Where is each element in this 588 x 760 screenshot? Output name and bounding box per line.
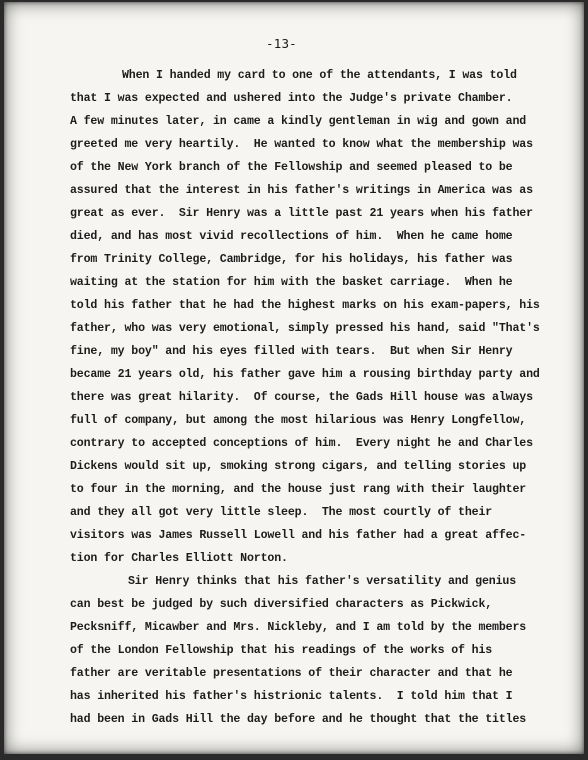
text-line: and they all got very little sleep. The most courtly of their xyxy=(70,506,493,519)
text-line: Dickens would sit up, smoking strong cigars, and telling stories up xyxy=(70,460,527,473)
text-line: there was great hilarity. Of course, the Gads Hill house was always xyxy=(70,391,533,404)
text-line: Pecksniff, Micawber and Mrs. Nickleby, and I am told by the members xyxy=(70,621,527,634)
text-line: When I handed my card to one of the attendants, I was told xyxy=(122,69,517,82)
page-number: -13- xyxy=(266,36,297,51)
text-line: A few minutes later, in came a kindly gentleman in wig and gown and xyxy=(70,115,527,128)
text-line: tion for Charles Elliott Norton. xyxy=(70,552,288,565)
text-line: of the London Fellowship that his readings of the works of his xyxy=(70,644,493,657)
text-line: assured that the interest in his father's writings in America was as xyxy=(70,184,533,197)
text-line: became 21 years old, his father gave him a rousing birthday party and xyxy=(70,368,540,381)
text-line: to four in the morning, and the house just rang with their laughter xyxy=(70,483,527,496)
text-line: fine, my boy" and his eyes filled with tears. But when Sir Henry xyxy=(70,345,513,358)
text-line: father are veritable presentations of their character and that he xyxy=(70,667,513,680)
text-line: had been in Gads Hill the day before and he thought that the titles xyxy=(70,713,527,726)
document-page xyxy=(4,2,584,754)
text-line: full of company, but among the most hilarious was Henry Longfellow, xyxy=(70,414,527,427)
text-line: that I was expected and ushered into the Judge's private Chamber. xyxy=(70,92,513,105)
text-line: contrary to accepted conceptions of him. Every night he and Charles xyxy=(70,437,533,450)
text-line: waiting at the station for him with the basket carriage. When he xyxy=(70,276,513,289)
text-line: father, who was very emotional, simply pressed his hand, said "That's xyxy=(70,322,540,335)
text-line: of the New York branch of the Fellowship and seemed pleased to be xyxy=(70,161,513,174)
text-line: can best be judged by such diversified characters as Pickwick, xyxy=(70,598,493,611)
text-line: greeted me very heartily. He wanted to know what the membership was xyxy=(70,138,533,151)
text-line: from Trinity College, Cambridge, for his holidays, his father was xyxy=(70,253,513,266)
text-line: visitors was James Russell Lowell and his father had a great affec- xyxy=(70,529,527,542)
text-line: died, and has most vivid recollections of him. When he came home xyxy=(70,230,513,243)
text-line: Sir Henry thinks that his father's versatility and genius xyxy=(128,575,517,588)
text-line: has inherited his father's histrionic talents. I told him that I xyxy=(70,690,513,703)
text-line: told his father that he had the highest marks on his exam-papers, his xyxy=(70,299,540,312)
text-line: great as ever. Sir Henry was a little past 21 years when his father xyxy=(70,207,533,220)
